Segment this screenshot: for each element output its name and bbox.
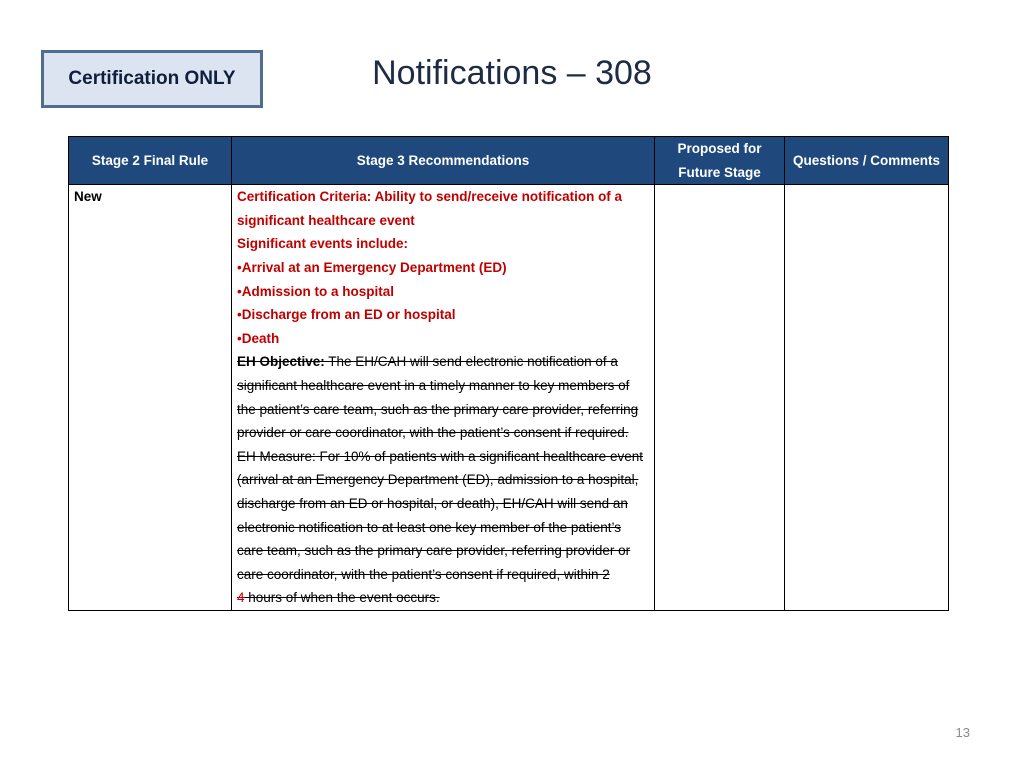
- stage2-value: New: [74, 189, 102, 205]
- table-header-row: [69, 137, 949, 185]
- certification-only-badge: [41, 50, 263, 108]
- measure-end: hours of when the event occurs.: [244, 590, 440, 606]
- event-item: •Arrival at an Emergency Department (ED): [237, 259, 507, 275]
- event-item: •Discharge from an ED or hospital: [237, 307, 456, 323]
- header-proposed: Proposed for Future Stage: [655, 137, 785, 185]
- certification-criteria: Certification Criteria: Ability to send/receive notification of a significant healthcare event: [237, 189, 623, 228]
- page-number: 13: [955, 725, 970, 740]
- measure-inserted: 4: [237, 590, 245, 606]
- eh-measure: [237, 445, 650, 610]
- recommendations-table: [68, 136, 949, 611]
- objective-label: EH Objective:: [237, 354, 325, 370]
- stage3-cell: [232, 185, 655, 611]
- slide-title: Notifications – 308: [372, 54, 652, 92]
- proposed-cell: [655, 185, 785, 611]
- header-stage3: Stage 3 Recommendations: [232, 137, 655, 185]
- eh-objective: [237, 350, 650, 444]
- measure-text: For 10% of patients with a significant healthcare event (arrival at an Emergency Department (ED), admission to a hospital, discharge from an ED or hospital, or death), EH/CAH will send an electronic notification to at least one key member of the patient’s care team, such as the primary care provider, referring provider or care coordinator, with the patient’s consent if required, within 2: [237, 448, 643, 582]
- table-row: [69, 185, 949, 611]
- event-item: •Death: [237, 330, 280, 346]
- measure-label: EH Measure:: [237, 448, 316, 464]
- badge-label: Certification ONLY: [68, 68, 236, 89]
- header-stage2: Stage 2 Final Rule: [69, 137, 232, 185]
- objective-text: The EH/CAH will send electronic notification of a significant healthcare event in a timely manner to key members of the patient’s care team, such as the primary care provider, referring provider or care coordinator, with the patient’s consent if required.: [237, 354, 639, 441]
- stage2-cell: [69, 185, 232, 611]
- event-item: •Admission to a hospital: [237, 283, 394, 299]
- header-comments: Questions / Comments: [785, 137, 949, 185]
- comments-cell: [785, 185, 949, 611]
- events-heading: Significant events include:: [237, 236, 409, 252]
